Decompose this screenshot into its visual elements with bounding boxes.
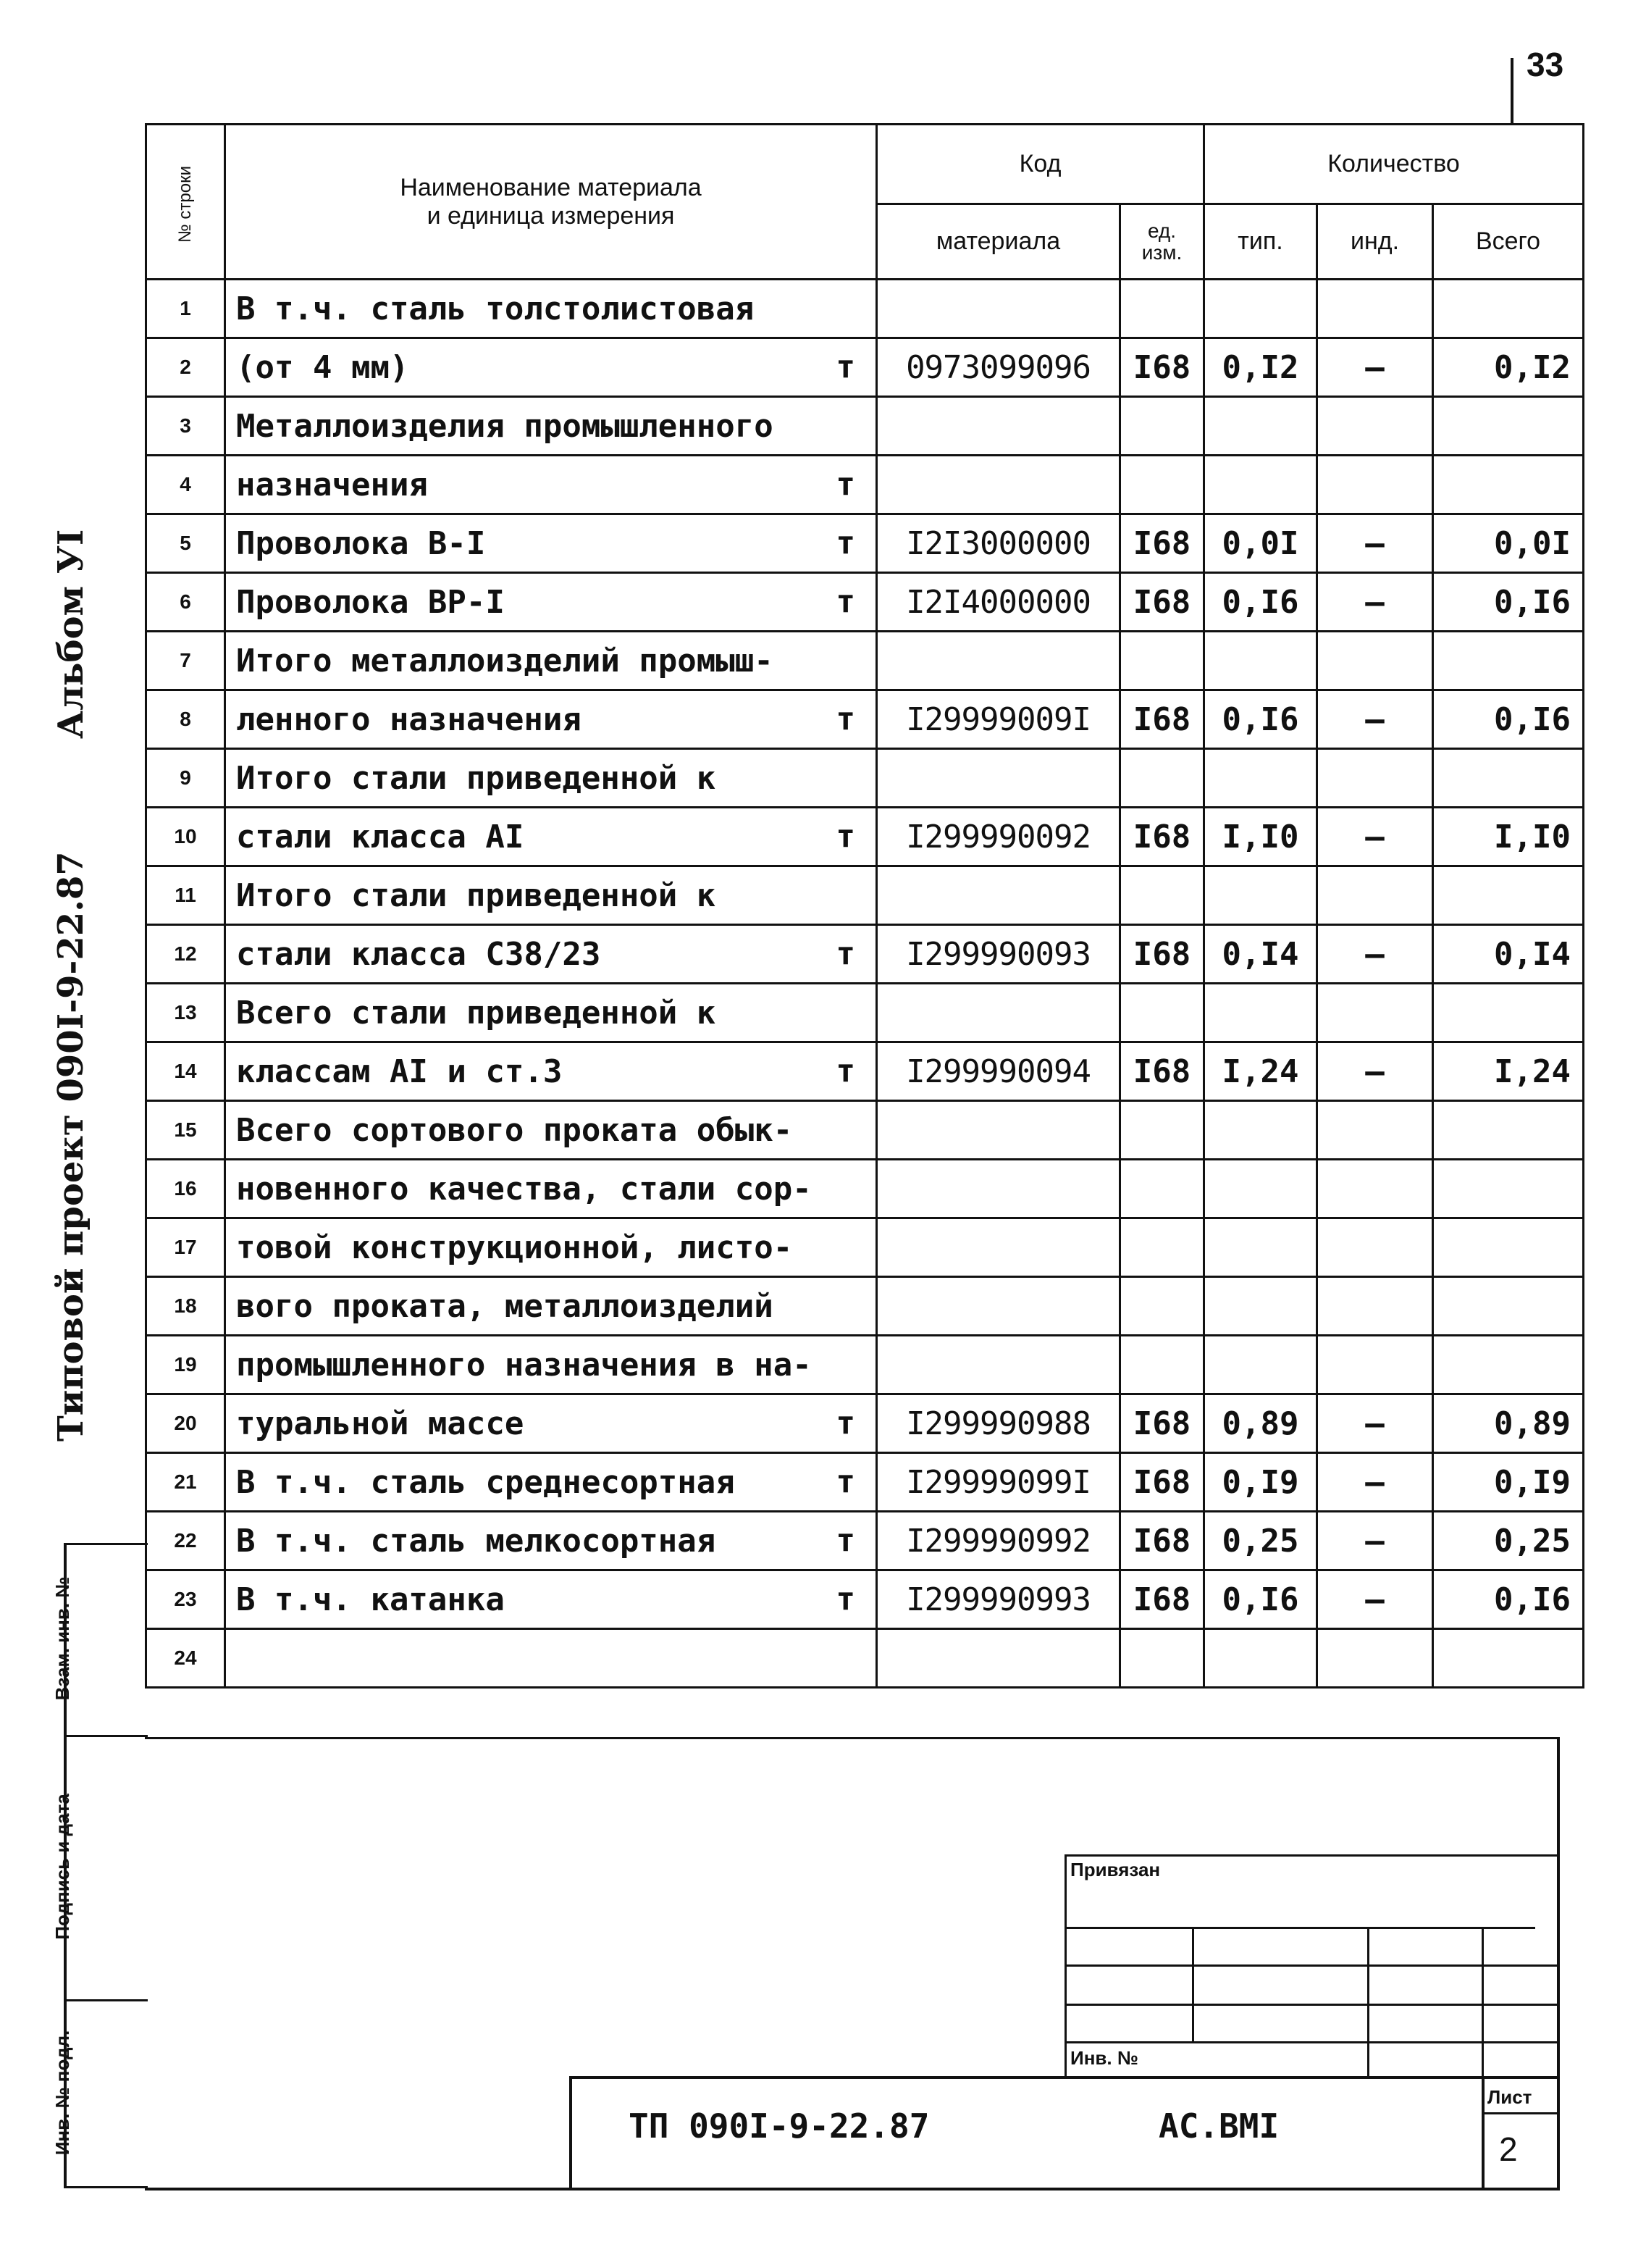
- qty-ind: [1317, 397, 1433, 456]
- table-row: [146, 1629, 1584, 1688]
- table-row: [146, 1042, 1584, 1101]
- row-number: 4: [146, 456, 225, 514]
- qty-typ: [1204, 397, 1317, 456]
- qty-total: [1433, 1336, 1584, 1394]
- qty-typ: 0,25: [1204, 1512, 1317, 1570]
- qty-typ: 0,0I: [1204, 514, 1317, 573]
- qty-ind: –: [1317, 1453, 1433, 1512]
- qty-typ: [1204, 632, 1317, 690]
- unit-code: [1120, 397, 1204, 456]
- table-row: [146, 1336, 1584, 1394]
- row-number: 5: [146, 514, 225, 573]
- sheet-cell-mid: [1482, 2112, 1558, 2114]
- material-name: [225, 984, 877, 1042]
- qty-total: [1433, 1277, 1584, 1336]
- material-name: [225, 573, 877, 632]
- inv-podl-label: Инв. № подл.: [51, 2030, 73, 2156]
- qty-ind: [1317, 1277, 1433, 1336]
- qty-ind: [1317, 866, 1433, 925]
- table-row: [146, 1570, 1584, 1629]
- qty-total: [1433, 1218, 1584, 1277]
- qty-total: 0,I2: [1433, 338, 1584, 397]
- qty-ind: [1317, 1218, 1433, 1277]
- material-name-text: Проволока ВР-I: [236, 583, 505, 621]
- material-name: [225, 280, 877, 338]
- privyazan-vline2: [1367, 1929, 1369, 2078]
- material-code: 0973099096: [877, 338, 1120, 397]
- doc-mark: АС.ВМI: [1159, 2106, 1280, 2146]
- material-name-text: Всего сортового проката обык-: [236, 1111, 793, 1149]
- material-name: [225, 1277, 877, 1336]
- unit-code: [1120, 1101, 1204, 1160]
- qty-typ: [1204, 1160, 1317, 1218]
- left-strip-div2: [64, 1999, 148, 2001]
- qty-typ: 0,89: [1204, 1394, 1317, 1453]
- material-unit: т: [836, 583, 856, 621]
- qty-total: 0,I6: [1433, 573, 1584, 632]
- material-name-text: Итого стали приведенной к: [236, 876, 716, 914]
- table-row: [146, 573, 1584, 632]
- table-row: [146, 1453, 1584, 1512]
- qty-total: [1433, 866, 1584, 925]
- page-number: 33: [1527, 46, 1564, 83]
- table-row: [146, 1277, 1584, 1336]
- header-unit: ед. изм.: [1120, 204, 1204, 280]
- qty-ind: –: [1317, 1570, 1433, 1629]
- qty-ind: [1317, 1629, 1433, 1688]
- qty-typ: [1204, 1629, 1317, 1688]
- qty-total: 0,89: [1433, 1394, 1584, 1453]
- material-code: [877, 1336, 1120, 1394]
- page-number-tick: [1511, 58, 1513, 125]
- qty-typ: [1204, 280, 1317, 338]
- table-row: [146, 338, 1584, 397]
- row-number: 17: [146, 1218, 225, 1277]
- material-unit: т: [836, 1581, 856, 1618]
- row-number: 8: [146, 690, 225, 749]
- header-ind: инд.: [1317, 204, 1433, 280]
- material-code: I299990993: [877, 1570, 1120, 1629]
- material-name: [225, 1336, 877, 1394]
- qty-typ: [1204, 866, 1317, 925]
- material-name-text: стали класса С38/23: [236, 935, 601, 973]
- row-number: 12: [146, 925, 225, 984]
- table-row: [146, 632, 1584, 690]
- unit-code: [1120, 984, 1204, 1042]
- table-row: [146, 925, 1584, 984]
- material-name-text: промышленного назначения в на-: [236, 1346, 812, 1384]
- material-name: [225, 1218, 877, 1277]
- qty-ind: –: [1317, 690, 1433, 749]
- material-name-text: вого проката, металлоизделий: [236, 1287, 773, 1325]
- unit-code: I68: [1120, 1453, 1204, 1512]
- project-label: Типовой проект 090I-9-22.87: [51, 851, 91, 1441]
- material-name-text: В т.ч. сталь толстолистовая: [236, 290, 755, 327]
- row-number: 16: [146, 1160, 225, 1218]
- material-code: I2I3000000: [877, 514, 1120, 573]
- material-code: I299990092: [877, 808, 1120, 866]
- row-number: 20: [146, 1394, 225, 1453]
- materials-table: [145, 123, 1584, 1689]
- qty-total: 0,25: [1433, 1512, 1584, 1570]
- qty-ind: –: [1317, 514, 1433, 573]
- table-row: [146, 808, 1584, 866]
- material-unit: т: [836, 818, 856, 855]
- privyazan-top: [1065, 1854, 1557, 1857]
- qty-typ: [1204, 1218, 1317, 1277]
- material-code: [877, 280, 1120, 338]
- material-name-text: В т.ч. сталь мелкосортная: [236, 1522, 716, 1560]
- material-name-text: Проволока В-I: [236, 524, 486, 562]
- material-name: [225, 925, 877, 984]
- unit-code: [1120, 632, 1204, 690]
- material-code: [877, 397, 1120, 456]
- privyazan-vline3: [1482, 1929, 1484, 2078]
- row-number: 23: [146, 1570, 225, 1629]
- unit-code: [1120, 1336, 1204, 1394]
- table-row: [146, 1218, 1584, 1277]
- material-name-text: Итого стали приведенной к: [236, 759, 716, 797]
- material-name: [225, 1101, 877, 1160]
- qty-typ: [1204, 456, 1317, 514]
- row-number: 13: [146, 984, 225, 1042]
- table-row: [146, 690, 1584, 749]
- material-unit: т: [836, 348, 856, 386]
- material-name-text: Металлоизделия промышленного: [236, 407, 773, 445]
- qty-typ: 0,I6: [1204, 573, 1317, 632]
- header-name: Наименование материала и единица измерения: [225, 125, 877, 280]
- material-unit: т: [836, 466, 856, 503]
- material-name: [225, 456, 877, 514]
- material-name-text: новенного качества, стали сор-: [236, 1170, 812, 1208]
- title-block-left: [569, 2076, 572, 2189]
- unit-code: [1120, 1218, 1204, 1277]
- qty-total: 0,I4: [1433, 925, 1584, 984]
- qty-ind: –: [1317, 338, 1433, 397]
- row-number: 7: [146, 632, 225, 690]
- material-name: [225, 1042, 877, 1101]
- material-name: [225, 1629, 877, 1688]
- row-number: 2: [146, 338, 225, 397]
- left-strip-top: [64, 1543, 148, 1545]
- material-code: [877, 1629, 1120, 1688]
- qty-ind: –: [1317, 573, 1433, 632]
- material-name-text: назначения: [236, 466, 428, 503]
- qty-typ: 0,I6: [1204, 1570, 1317, 1629]
- qty-total: [1433, 456, 1584, 514]
- qty-ind: –: [1317, 925, 1433, 984]
- table-row: [146, 866, 1584, 925]
- material-code: I299990992: [877, 1512, 1120, 1570]
- row-number: 24: [146, 1629, 225, 1688]
- material-name: [225, 1453, 877, 1512]
- material-unit: т: [836, 935, 856, 973]
- qty-ind: –: [1317, 1042, 1433, 1101]
- qty-typ: [1204, 749, 1317, 808]
- material-name: [225, 1570, 877, 1629]
- row-number: 19: [146, 1336, 225, 1394]
- privyazan-line1: [1065, 1927, 1535, 1929]
- material-code: I299990093: [877, 925, 1120, 984]
- material-code: I2I4000000: [877, 573, 1120, 632]
- unit-code: [1120, 1629, 1204, 1688]
- privyazan-label: Привязан: [1070, 1859, 1161, 1880]
- material-code: [877, 866, 1120, 925]
- qty-total: [1433, 984, 1584, 1042]
- sheet-cell-left: [1482, 2076, 1485, 2189]
- unit-code: [1120, 1160, 1204, 1218]
- qty-total: [1433, 397, 1584, 456]
- privyazan-vline1: [1192, 1929, 1194, 2041]
- title-block-top: [569, 2076, 1560, 2079]
- doc-code: ТП 090I-9-22.87: [629, 2106, 930, 2146]
- material-unit: т: [836, 1053, 856, 1090]
- unit-code: [1120, 866, 1204, 925]
- material-code: [877, 1218, 1120, 1277]
- privyazan-left: [1065, 1854, 1067, 2079]
- unit-code: I68: [1120, 1394, 1204, 1453]
- material-code: I29999009I: [877, 690, 1120, 749]
- material-code: I299990094: [877, 1042, 1120, 1101]
- sheet-label: Лист: [1487, 2086, 1532, 2108]
- qty-total: [1433, 632, 1584, 690]
- material-code: [877, 456, 1120, 514]
- left-strip-div1: [64, 1735, 148, 1737]
- material-name-text: (от 4 мм): [236, 348, 409, 386]
- material-name-text: товой конструкционной, листо-: [236, 1229, 793, 1266]
- qty-total: 0,I9: [1433, 1453, 1584, 1512]
- unit-code: [1120, 1277, 1204, 1336]
- row-number: 14: [146, 1042, 225, 1101]
- qty-typ: 0,I2: [1204, 338, 1317, 397]
- material-name-text: Итого металлоизделий промыш-: [236, 642, 773, 679]
- table-row: [146, 984, 1584, 1042]
- qty-typ: [1204, 1336, 1317, 1394]
- qty-total: [1433, 1101, 1584, 1160]
- material-name-text: туральной массе: [236, 1405, 524, 1442]
- qty-ind: [1317, 280, 1433, 338]
- unit-code: I68: [1120, 1042, 1204, 1101]
- header-typ: тип.: [1204, 204, 1317, 280]
- table-row: [146, 1160, 1584, 1218]
- material-unit: т: [836, 524, 856, 562]
- material-name-text: стали класса АI: [236, 818, 524, 855]
- table-row: [146, 1512, 1584, 1570]
- qty-ind: [1317, 632, 1433, 690]
- material-name: [225, 514, 877, 573]
- header-row-no: № строки: [146, 125, 225, 280]
- qty-typ: I,I0: [1204, 808, 1317, 866]
- unit-code: I68: [1120, 808, 1204, 866]
- material-unit: т: [836, 1405, 856, 1442]
- unit-code: [1120, 749, 1204, 808]
- qty-ind: [1317, 749, 1433, 808]
- stamp-top-line: [145, 1737, 1560, 1739]
- qty-typ: 0,I9: [1204, 1453, 1317, 1512]
- table-row: [146, 456, 1584, 514]
- qty-ind: [1317, 1336, 1433, 1394]
- qty-total: 0,I6: [1433, 690, 1584, 749]
- table-row: [146, 1394, 1584, 1453]
- stamp-right-line: [1557, 1737, 1560, 2190]
- qty-typ: 0,I4: [1204, 925, 1317, 984]
- qty-ind: –: [1317, 808, 1433, 866]
- material-name: [225, 632, 877, 690]
- unit-code: [1120, 456, 1204, 514]
- row-number: 11: [146, 866, 225, 925]
- header-code: Код: [877, 125, 1204, 204]
- album-label: Альбом УI: [51, 529, 91, 739]
- material-name-text: В т.ч. катанка: [236, 1581, 505, 1618]
- unit-code: I68: [1120, 1570, 1204, 1629]
- header-quantity: Количество: [1204, 125, 1584, 204]
- qty-total: I,I0: [1433, 808, 1584, 866]
- table-body: [146, 280, 1584, 1688]
- table-row: [146, 514, 1584, 573]
- row-number: 22: [146, 1512, 225, 1570]
- table-row: [146, 397, 1584, 456]
- qty-ind: [1317, 1101, 1433, 1160]
- header-total: Всего: [1433, 204, 1584, 280]
- material-name: [225, 1394, 877, 1453]
- material-unit: т: [836, 1522, 856, 1560]
- unit-code: [1120, 280, 1204, 338]
- qty-typ: I,24: [1204, 1042, 1317, 1101]
- qty-total: 0,I6: [1433, 1570, 1584, 1629]
- qty-typ: [1204, 984, 1317, 1042]
- unit-code: I68: [1120, 1512, 1204, 1570]
- qty-total: 0,0I: [1433, 514, 1584, 573]
- material-code: [877, 1160, 1120, 1218]
- qty-total: [1433, 1160, 1584, 1218]
- unit-code: I68: [1120, 925, 1204, 984]
- material-code: [877, 749, 1120, 808]
- row-number: 6: [146, 573, 225, 632]
- qty-ind: [1317, 456, 1433, 514]
- material-name-text: Всего стали приведенной к: [236, 994, 716, 1032]
- material-name: [225, 690, 877, 749]
- qty-total: [1433, 1629, 1584, 1688]
- table-row: [146, 1101, 1584, 1160]
- row-number: 15: [146, 1101, 225, 1160]
- row-number: 1: [146, 280, 225, 338]
- left-strip-bottom: [64, 2186, 148, 2188]
- table-row: [146, 749, 1584, 808]
- material-name: [225, 749, 877, 808]
- qty-typ: [1204, 1101, 1317, 1160]
- material-code: I29999099I: [877, 1453, 1120, 1512]
- material-name-text: В т.ч. сталь среднесортная: [236, 1463, 735, 1501]
- material-unit: т: [836, 700, 856, 738]
- vzam-inv-label: Взам. инв. №: [51, 1576, 73, 1701]
- row-number: 9: [146, 749, 225, 808]
- row-number: 18: [146, 1277, 225, 1336]
- table-row: [146, 280, 1584, 338]
- unit-code: I68: [1120, 338, 1204, 397]
- material-name: [225, 866, 877, 925]
- material-unit: т: [836, 1463, 856, 1501]
- material-code: [877, 1101, 1120, 1160]
- material-name: [225, 338, 877, 397]
- sheet-number: 2: [1499, 2130, 1518, 2168]
- unit-code: I68: [1120, 690, 1204, 749]
- material-code: I299990988: [877, 1394, 1120, 1453]
- material-name-text: классам АI и ст.3: [236, 1053, 563, 1090]
- row-number: 21: [146, 1453, 225, 1512]
- qty-typ: 0,I6: [1204, 690, 1317, 749]
- qty-ind: [1317, 1160, 1433, 1218]
- material-name: [225, 1512, 877, 1570]
- material-name-text: ленного назначения: [236, 700, 581, 738]
- qty-ind: –: [1317, 1512, 1433, 1570]
- material-name: [225, 808, 877, 866]
- podpis-data-label: Подпись и дата: [51, 1794, 73, 1940]
- unit-code: I68: [1120, 573, 1204, 632]
- material-name: [225, 1160, 877, 1218]
- row-number: 3: [146, 397, 225, 456]
- qty-total: I,24: [1433, 1042, 1584, 1101]
- qty-typ: [1204, 1277, 1317, 1336]
- stamp-bottom-line: [145, 2188, 1560, 2190]
- material-code: [877, 984, 1120, 1042]
- material-code: [877, 632, 1120, 690]
- inv-no-label: Инв. №: [1070, 2047, 1138, 2069]
- material-name: [225, 397, 877, 456]
- qty-ind: –: [1317, 1394, 1433, 1453]
- unit-code: I68: [1120, 514, 1204, 573]
- header-material: материала: [877, 204, 1120, 280]
- material-code: [877, 1277, 1120, 1336]
- qty-total: [1433, 280, 1584, 338]
- qty-ind: [1317, 984, 1433, 1042]
- qty-total: [1433, 749, 1584, 808]
- row-number: 10: [146, 808, 225, 866]
